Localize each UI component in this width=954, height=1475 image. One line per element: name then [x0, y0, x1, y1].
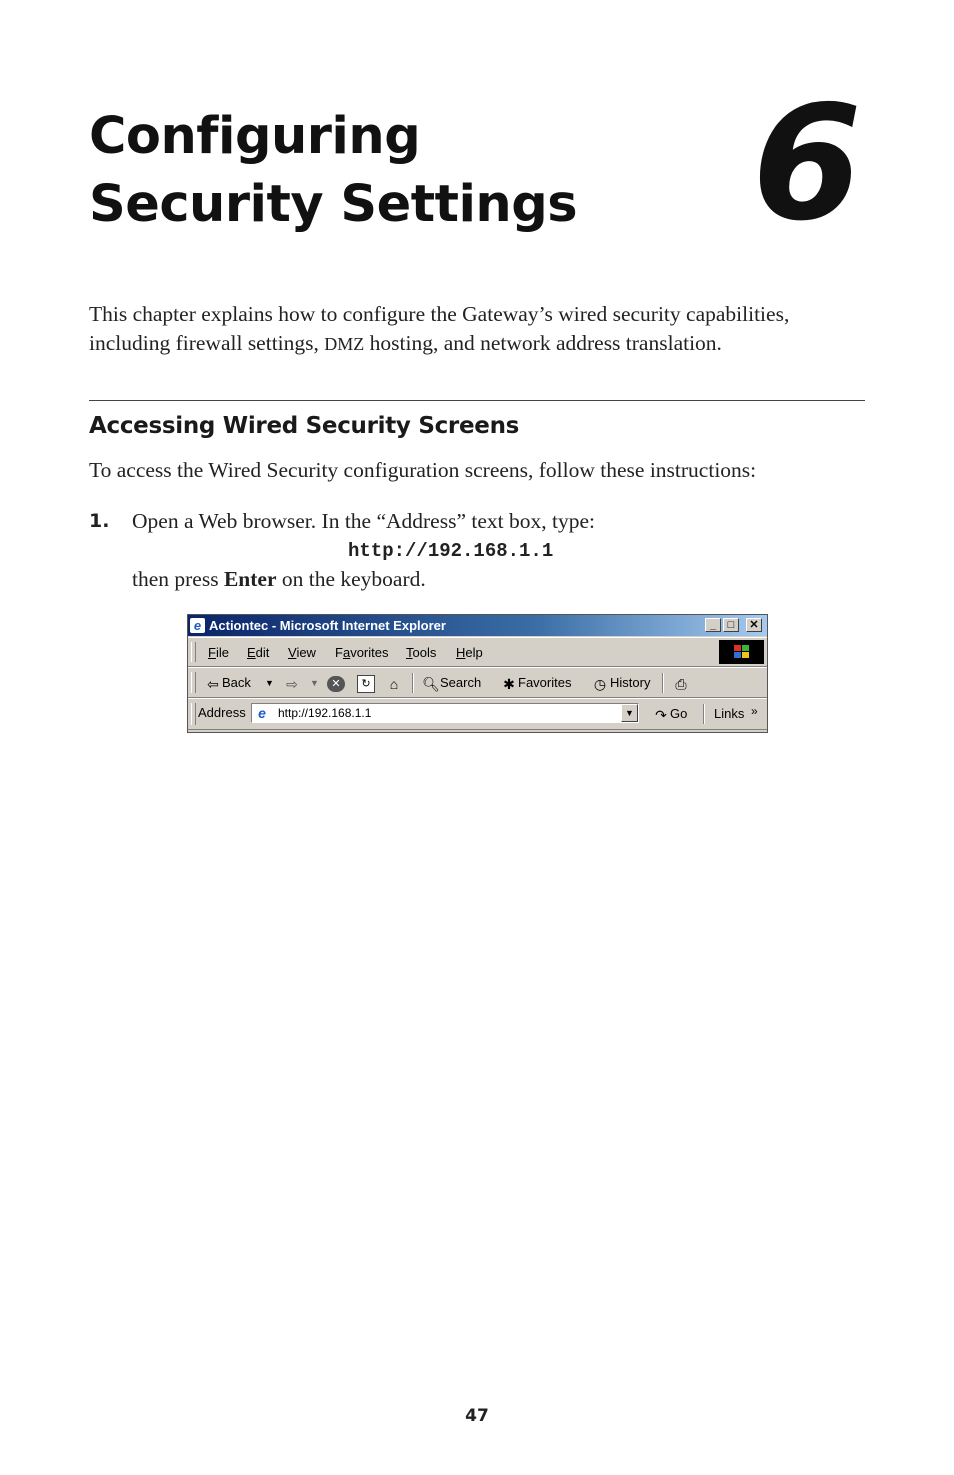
stop-icon: ✕	[327, 676, 345, 692]
browser-window-title: Actiontec - Microsoft Internet Explorer	[209, 618, 446, 633]
favorites-button[interactable]	[500, 673, 571, 693]
enter-key-label: Enter	[223, 567, 277, 591]
history-icon: ◷	[593, 675, 607, 692]
home-icon: ⌂	[389, 675, 399, 692]
menu-bar-grip[interactable]	[191, 642, 196, 662]
address-label: Address	[198, 705, 246, 720]
print-button[interactable]	[672, 673, 690, 693]
toolbar-separator	[662, 673, 664, 693]
address-bar-grip[interactable]	[191, 703, 196, 725]
refresh-button[interactable]	[357, 673, 375, 693]
menu-tools[interactable]: Tools	[406, 645, 437, 660]
menu-bar	[188, 637, 767, 667]
step-line-1: Open a Web browser. In the “Address” text box, type:	[132, 509, 595, 533]
back-arrow-icon: ⇦	[207, 675, 219, 692]
close-button[interactable]: ✕	[746, 618, 762, 632]
address-bar	[188, 698, 767, 730]
chapter-title-line-1: Configuring	[89, 107, 421, 166]
go-label: Go	[670, 706, 688, 721]
minimize-button[interactable]: _	[705, 618, 721, 632]
search-button[interactable]	[422, 673, 481, 693]
intro-text-1: This chapter explains how to configure the Gateway’s wired security capabilities, including firewall settings,	[89, 302, 790, 355]
menu-favorites[interactable]: Favorites	[335, 645, 389, 660]
step-code-url: http://192.168.1.1	[348, 540, 554, 562]
chapter-title	[89, 103, 577, 239]
intro-dmz: DMZ	[324, 334, 365, 354]
menu-edit[interactable]: Edit	[247, 645, 270, 660]
print-icon: ⎙	[675, 675, 687, 692]
links-chevron[interactable]: »	[751, 704, 758, 718]
browser-window	[187, 614, 768, 733]
back-button[interactable]	[204, 673, 251, 693]
search-icon: 🔍︎	[422, 675, 440, 692]
stop-button[interactable]	[327, 673, 345, 693]
search-label: Search	[440, 675, 482, 690]
go-arrow-icon: ↷	[655, 706, 667, 723]
chapter-title-line-2: Security Settings	[89, 175, 578, 234]
address-url: http://192.168.1.1	[278, 706, 372, 720]
menu-file[interactable]: File	[208, 645, 229, 660]
intro-text-2: hosting, and network address translation.	[364, 331, 722, 355]
chapter-intro	[89, 300, 869, 359]
section-heading: Accessing Wired Security Screens	[89, 413, 520, 439]
forward-arrow-icon: ⇨	[286, 675, 298, 692]
refresh-icon: ↻	[357, 675, 375, 693]
address-dropdown-button[interactable]: ▼	[621, 704, 638, 722]
step-line-3-post: on the keyboard.	[276, 567, 426, 591]
maximize-button[interactable]: □	[723, 618, 739, 632]
links-button[interactable]	[714, 704, 744, 724]
address-input[interactable]	[251, 703, 639, 723]
home-button[interactable]	[385, 673, 403, 693]
step-number: 1.	[89, 510, 110, 532]
go-button[interactable]	[652, 704, 687, 724]
standard-toolbar	[188, 667, 767, 698]
favorites-icon: ✱	[503, 675, 515, 692]
chapter-number: 6	[752, 72, 862, 256]
history-button[interactable]	[590, 673, 650, 693]
back-label: Back	[222, 675, 251, 690]
windows-flag-icon	[734, 645, 749, 659]
favorites-label: Favorites	[518, 675, 572, 690]
section-divider	[89, 400, 865, 401]
menu-view[interactable]: View	[288, 645, 316, 660]
ie-logo-icon: e	[190, 618, 205, 633]
address-separator	[703, 704, 705, 724]
browser-title-bar	[188, 615, 767, 636]
toolbar-grip[interactable]	[191, 672, 196, 693]
menu-help[interactable]: Help	[456, 645, 483, 660]
forward-dropdown[interactable]: ▼	[310, 678, 319, 688]
step-line-3	[132, 564, 426, 594]
forward-button[interactable]	[283, 673, 301, 693]
links-label: Links	[714, 706, 745, 721]
windows-throbber	[719, 640, 764, 664]
section-lead: To access the Wired Security configuration screens, follow these instructions:	[89, 458, 757, 482]
toolbar-separator	[412, 673, 414, 693]
page-icon: e	[258, 705, 266, 721]
back-dropdown[interactable]: ▼	[265, 678, 274, 688]
step-line-3-pre: then press	[132, 567, 224, 591]
history-label: History	[610, 675, 651, 690]
page-number: 47	[465, 1406, 489, 1426]
